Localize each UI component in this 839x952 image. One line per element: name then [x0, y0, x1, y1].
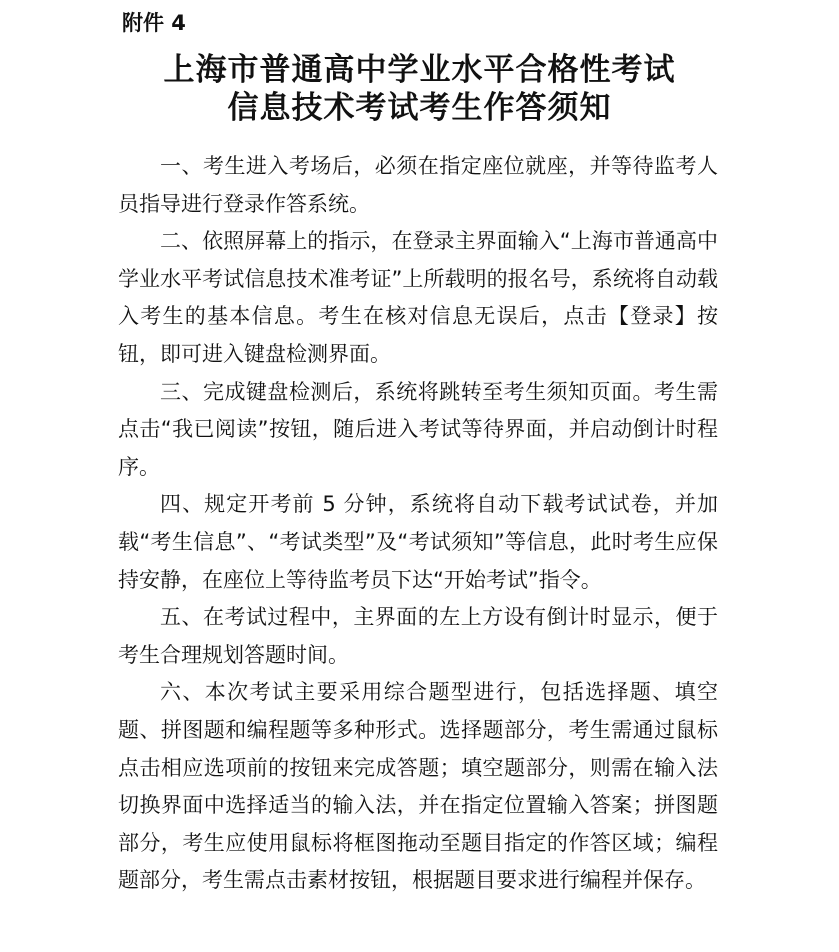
paragraph-1: 一、考生进入考场后，必须在指定座位就座，并等待监考人员指导进行登录作答系统。: [118, 154, 718, 216]
paragraph-3: 三、完成键盘检测后，系统将跳转至考生须知页面。考生需点击“我已阅读”按钮，随后进入考试等待界面，并启动倒计时程序。: [118, 379, 718, 479]
paragraph-2: 二、依照屏幕上的指示，在登录主界面输入“上海市普通高中学业水平考试信息技术准考证”上所载明的报名号，系统将自动载入考生的基本信息。考生在核对信息无误后，点击【登录】按钮，即可进入键盘检测界面。: [118, 229, 718, 366]
paragraph-6: 六、本次考试主要采用综合题型进行，包括选择题、填空题、拼图题和编程题等多种形式。选择题部分，考生需通过鼠标点击相应选项前的按钮来完成答题；填空题部分，则需在输入法切换界面中选择适当的输入法，并在指定位置输入答案；拼图题部分，考生应使用鼠标将框图拖动至题目指定的作答区域；编程题部分，考生需点击素材按钮，根据题目要求进行编程并保存。: [118, 680, 718, 893]
attachment-label: 附件 4: [122, 11, 186, 35]
paragraph-4: 四、规定开考前 5 分钟，系统将自动下载考试试卷，并加载“考生信息”、“考试类型”及“考试须知”等信息，此时考生应保持安静，在座位上等待监考员下达“开始考试”指令。: [118, 492, 718, 592]
document-title-line-2: 信息技术考试考生作答须知: [227, 90, 612, 126]
document-body: [118, 148, 718, 900]
paragraph-5: 五、在考试过程中，主界面的左上方设有倒计时显示，便于考生合理规划答题时间。: [118, 605, 718, 667]
document-title-line-1: 上海市普通高中学业水平合格性考试: [163, 52, 676, 88]
